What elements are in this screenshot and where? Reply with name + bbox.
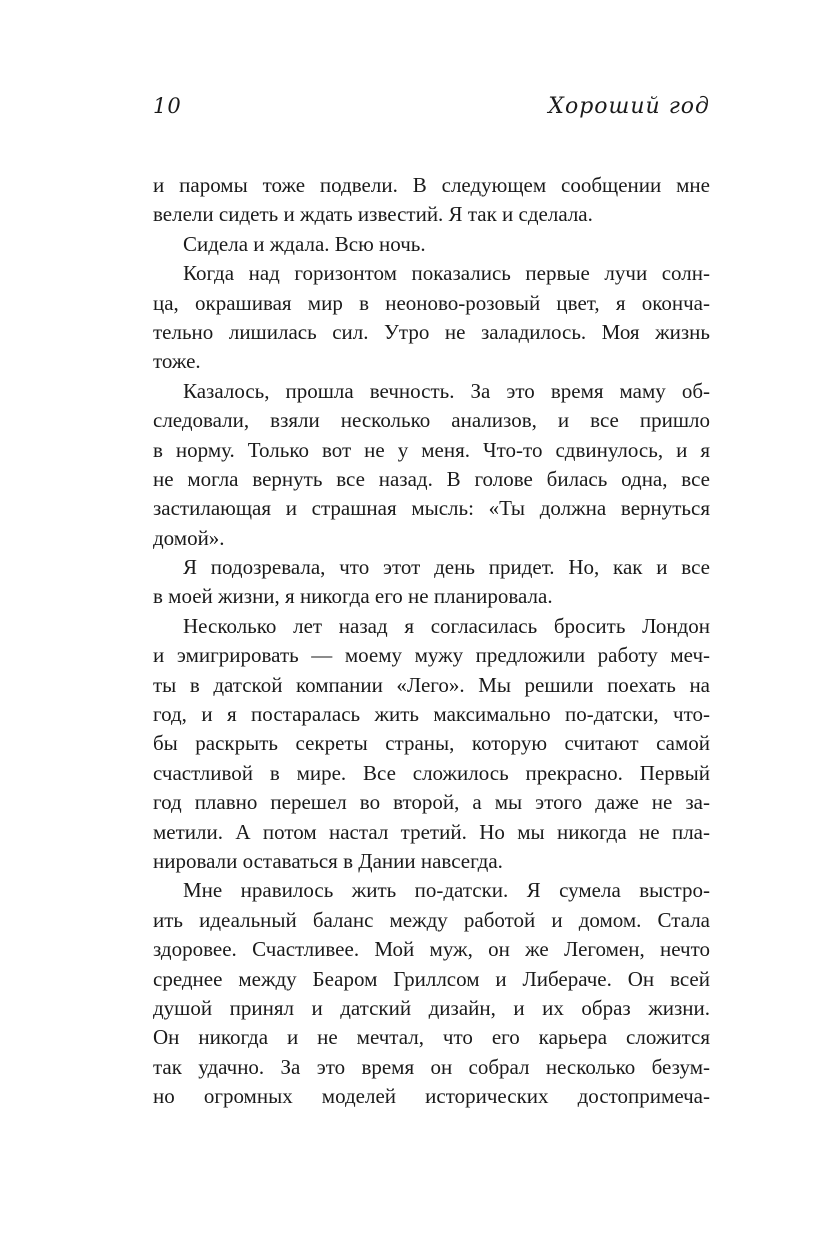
running-title: Хороший год [548,94,710,119]
text-line: бы раскрыть секреты страны, которую считают самой [153,731,710,756]
text-line: среднее между Беаром Гриллсом и Либераче. Он всей [153,966,710,991]
text-line: в моей жизни, я никогда его не планировала. [153,584,553,609]
text-line: Сидела и ждала. Всю ночь. [183,231,426,256]
text-line: так удачно. За это время он собрал несколько безум- [153,1054,710,1079]
text-line: и эмигрировать — моему мужу предложили работу меч- [153,643,710,668]
text-line: домой». [153,525,225,550]
text-line: год плавно перешел во второй, а мы этого даже не за- [153,790,710,815]
text-line: Он никогда и не мечтал, что его карьера сложится [153,1025,710,1050]
text-line: но огромных моделей исторических достопримеча- [153,1084,710,1109]
text-line: Мне нравилось жить по-датски. Я сумела выстро- [183,878,710,903]
page-number: 10 [153,94,182,118]
text-line: ты в датской компании «Лего». Мы решили поехать на [153,672,710,697]
text-line: Казалось, прошла вечность. За это время маму об- [183,378,710,403]
text-line: тоже. [153,349,201,374]
text-line: ца, окрашивая мир в неоново-розовый цвет, я оконча- [153,290,710,315]
body-text [153,171,710,1112]
text-line: и паромы тоже подвели. В следующем сообщении мне [153,173,710,197]
text-line: в норму. Только вот не у меня. Что-то сдвинулось, и я [153,437,710,462]
text-line: Когда над горизонтом показались первые лучи солн- [183,261,710,286]
text-line: Несколько лет назад я согласилась бросить Лондон [183,613,710,638]
running-header [153,94,710,128]
text-line: здоровее. Счастливее. Мой муж, он же Легомен, нечто [153,937,710,962]
text-line: не могла вернуть все назад. В голове билась одна, все [153,466,710,491]
text-line: велели сидеть и ждать известий. Я так и сделала. [153,202,593,227]
text-line: Я подозревала, что этот день придет. Но, как и все [183,555,710,580]
text-line: тельно лишилась сил. Утро не заладилось. Моя жизнь [153,319,710,344]
text-line: душой принял и датский дизайн, и их образ жизни. [153,995,710,1020]
text-line: нировали оставаться в Дании навсегда. [153,848,503,873]
text-line: год, и я постаралась жить максимально по-датски, что- [153,702,710,727]
text-line: застилающая и страшная мысль: «Ты должна вернуться [153,496,710,521]
text-line: ить идеальный баланс между работой и домом. Стала [153,907,710,932]
text-line: следовали, взяли несколько анализов, и все пришло [153,408,710,433]
text-line: счастливой в мире. Все сложилось прекрасно. Первый [153,760,710,785]
text-line: метили. А потом настал третий. Но мы никогда не пла- [153,819,710,844]
